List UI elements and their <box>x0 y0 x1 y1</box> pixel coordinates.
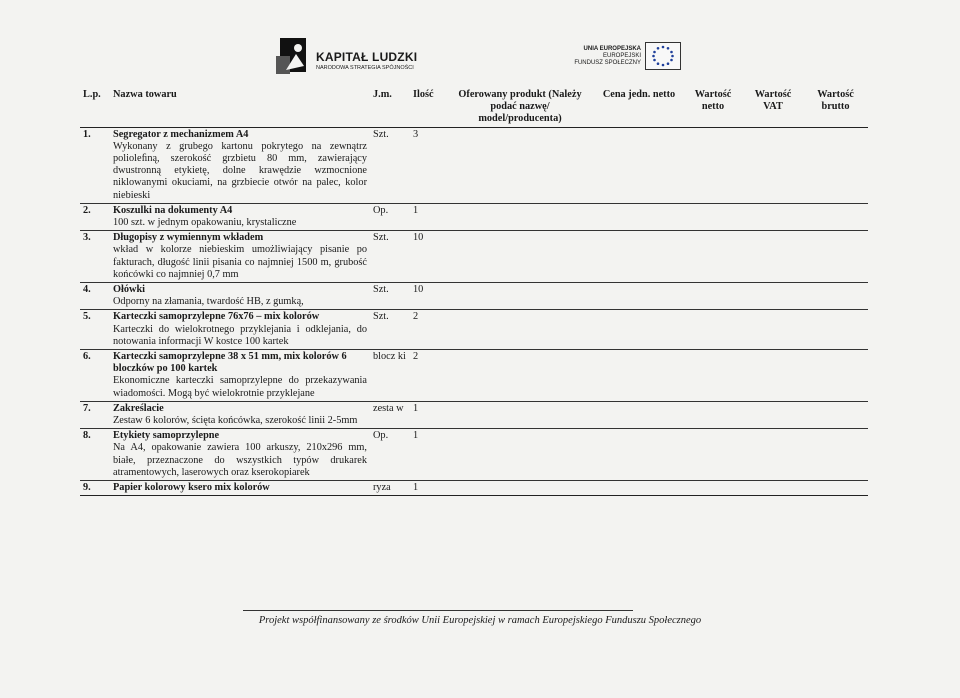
product-name: Etykiety samoprzylepne <box>113 430 220 442</box>
row-vat-value <box>743 350 803 402</box>
kapital-ludzki-emblem-icon <box>276 36 310 76</box>
row-quantity: 1 <box>413 482 419 494</box>
row-gross-value <box>803 481 868 496</box>
row-product <box>110 231 370 283</box>
footer-divider <box>243 610 633 611</box>
product-description: Zestaw 6 kolorów, ścięta końcówka, szerokość linii 2-5mm <box>113 415 358 427</box>
row-unit: Op. <box>373 430 389 442</box>
col-header-vat: Wartość VAT <box>754 89 792 113</box>
col-header-lp: L.p. <box>83 89 101 100</box>
row-gross-value <box>803 350 868 402</box>
product-description: 100 szt. w jednym opakowaniu, krystaliczne <box>113 217 297 229</box>
row-lp: 7. <box>83 402 91 414</box>
row-vat-value <box>743 310 803 350</box>
row-unit: Szt. <box>373 232 389 244</box>
row-offered-product <box>445 350 595 402</box>
row-offered-product <box>445 429 595 481</box>
row-gross-value <box>803 231 868 283</box>
row-offered-product <box>445 401 595 428</box>
row-unit-price <box>595 350 683 402</box>
row-product <box>110 429 370 481</box>
row-net-value <box>683 429 743 481</box>
row-vat-value <box>743 231 803 283</box>
table-row <box>80 310 868 350</box>
row-offered-product <box>445 310 595 350</box>
row-product <box>110 481 370 496</box>
row-unit: Op. <box>373 204 389 216</box>
row-unit-price <box>595 203 683 230</box>
row-unit-price <box>595 283 683 310</box>
row-quantity: 10 <box>413 284 424 296</box>
row-offered-product <box>445 127 595 203</box>
row-offered-product <box>445 283 595 310</box>
table-row <box>80 283 868 310</box>
row-product <box>110 203 370 230</box>
row-vat-value <box>743 127 803 203</box>
row-vat-value <box>743 481 803 496</box>
row-gross-value <box>803 401 868 428</box>
row-quantity: 1 <box>413 430 419 442</box>
row-lp: 2. <box>83 204 91 216</box>
row-net-value <box>683 481 743 496</box>
product-description: Na A4, opakowanie zawiera 100 arkuszy, 210x296 mm, białe, przeznaczone do wszystkich typów drukarek atramentowych, laserowych oraz kserokopiarek <box>113 442 367 478</box>
row-offered-product <box>445 203 595 230</box>
table-row <box>80 127 868 203</box>
col-header-price: Cena jedn. netto <box>602 89 676 100</box>
row-net-value <box>683 310 743 350</box>
row-lp: 1. <box>83 128 91 140</box>
logo-subtitle: NARODOWA STRATEGIA SPÓJNOŚCI <box>316 65 414 71</box>
table-row <box>80 401 868 428</box>
product-description: Odporny na złamania, twardość HB, z gumką, <box>113 296 304 308</box>
row-unit-price <box>595 429 683 481</box>
row-net-value <box>683 401 743 428</box>
col-header-net: Wartość netto <box>694 89 732 113</box>
col-header-jm: J.m. <box>373 89 392 100</box>
eu-logo <box>575 40 685 80</box>
row-unit-price <box>595 231 683 283</box>
row-product <box>110 283 370 310</box>
table-row <box>80 231 868 283</box>
row-unit-price <box>595 401 683 428</box>
row-product <box>110 310 370 350</box>
row-net-value <box>683 203 743 230</box>
row-vat-value <box>743 401 803 428</box>
eu-logo-text <box>574 46 641 67</box>
row-gross-value <box>803 429 868 481</box>
row-vat-value <box>743 203 803 230</box>
eu-line-2: EUROPEJSKI <box>602 53 641 59</box>
product-description: Ekonomiczne karteczki samoprzylepne do przekazywania wiadomości. Mogą być wielokrotnie przyklejane <box>113 375 367 399</box>
table-header-row <box>80 88 868 127</box>
product-name: Papier kolorowy ksero mix kolorów <box>113 482 270 494</box>
row-unit: blocz ki <box>373 351 406 363</box>
table-row <box>80 203 868 230</box>
row-gross-value <box>803 127 868 203</box>
product-name: Koszulki na dokumenty A4 <box>113 204 233 216</box>
product-name: Segregator z mechanizmem A4 <box>113 128 249 140</box>
row-quantity: 2 <box>413 351 419 363</box>
product-name: Ołówki <box>113 284 146 296</box>
row-offered-product <box>445 481 595 496</box>
row-net-value <box>683 283 743 310</box>
row-lp: 5. <box>83 311 91 323</box>
row-quantity: 1 <box>413 204 419 216</box>
table-row <box>80 429 868 481</box>
eu-flag-icon <box>645 42 681 70</box>
row-product <box>110 350 370 402</box>
row-vat-value <box>743 429 803 481</box>
col-header-name: Nazwa towaru <box>113 89 177 100</box>
row-net-value <box>683 127 743 203</box>
row-lp: 8. <box>83 430 91 442</box>
row-gross-value <box>803 310 868 350</box>
table-row <box>80 481 868 496</box>
product-table <box>80 88 868 496</box>
kapital-ludzki-logo <box>276 36 426 78</box>
col-header-qty: Ilość <box>413 89 434 100</box>
row-net-value <box>683 231 743 283</box>
row-lp: 4. <box>83 284 91 296</box>
product-name: Długopisy z wymiennym wkładem <box>113 232 264 244</box>
row-unit-price <box>595 481 683 496</box>
eu-line-1: UNIA EUROPEJSKA <box>583 46 641 52</box>
col-header-offer: Oferowany produkt (Należy podać nazwę/ model/producenta) <box>458 89 582 125</box>
product-name: Karteczki samoprzylepne 38 x 51 mm, mix kolorów 6 bloczków po 100 kartek <box>113 351 347 375</box>
row-gross-value <box>803 283 868 310</box>
product-name: Zakreślacie <box>113 402 164 414</box>
logo-title: KAPITAŁ LUDZKI <box>316 50 418 64</box>
row-unit: Szt. <box>373 311 389 323</box>
row-unit-price <box>595 310 683 350</box>
row-lp: 3. <box>83 232 91 244</box>
row-vat-value <box>743 283 803 310</box>
row-product <box>110 401 370 428</box>
row-quantity: 1 <box>413 402 419 414</box>
product-name: Karteczki samoprzylepne 76x76 – mix kolorów <box>113 311 320 323</box>
eu-line-3: FUNDUSZ SPOŁECZNY <box>574 60 641 66</box>
row-quantity: 10 <box>413 232 424 244</box>
row-lp: 6. <box>83 351 91 363</box>
row-offered-product <box>445 231 595 283</box>
row-lp: 9. <box>83 482 91 494</box>
row-product <box>110 127 370 203</box>
row-quantity: 3 <box>413 128 419 140</box>
product-description: Wykonany z grubego kartonu pokrytego na zewnątrz polioleﬁną, szerokość grzbietu 80 mm, zawierający dwustronną etykietę, dolne krawędzie wzmocnione niklowanymi okuciami, na grzbiecie otwór na palec, kolor niebieski <box>113 140 367 201</box>
col-header-gross: Wartość brutto <box>817 89 854 113</box>
row-net-value <box>683 350 743 402</box>
row-unit: Szt. <box>373 284 389 296</box>
product-description: wkład w kolorze niebieskim umożliwiający pisanie po fakturach, długość linii pisania co najmniej 1500 m, grubość końcówki co najmniej 0,7 mm <box>113 244 367 280</box>
row-unit: Szt. <box>373 128 389 140</box>
product-description: Karteczki do wielokrotnego przyklejania i odklejania, do notowania informacji W kostce 100 kartek <box>113 323 367 347</box>
row-unit-price <box>595 127 683 203</box>
row-unit: zesta w <box>373 402 404 414</box>
row-quantity: 2 <box>413 311 419 323</box>
row-gross-value <box>803 203 868 230</box>
row-unit: ryza <box>373 482 391 494</box>
footer-funding-note: Projekt współfinansowany ze środków Unii Europejskiej w ramach Europejskiego Funduszu Społecznego <box>258 615 702 626</box>
table-row <box>80 350 868 402</box>
